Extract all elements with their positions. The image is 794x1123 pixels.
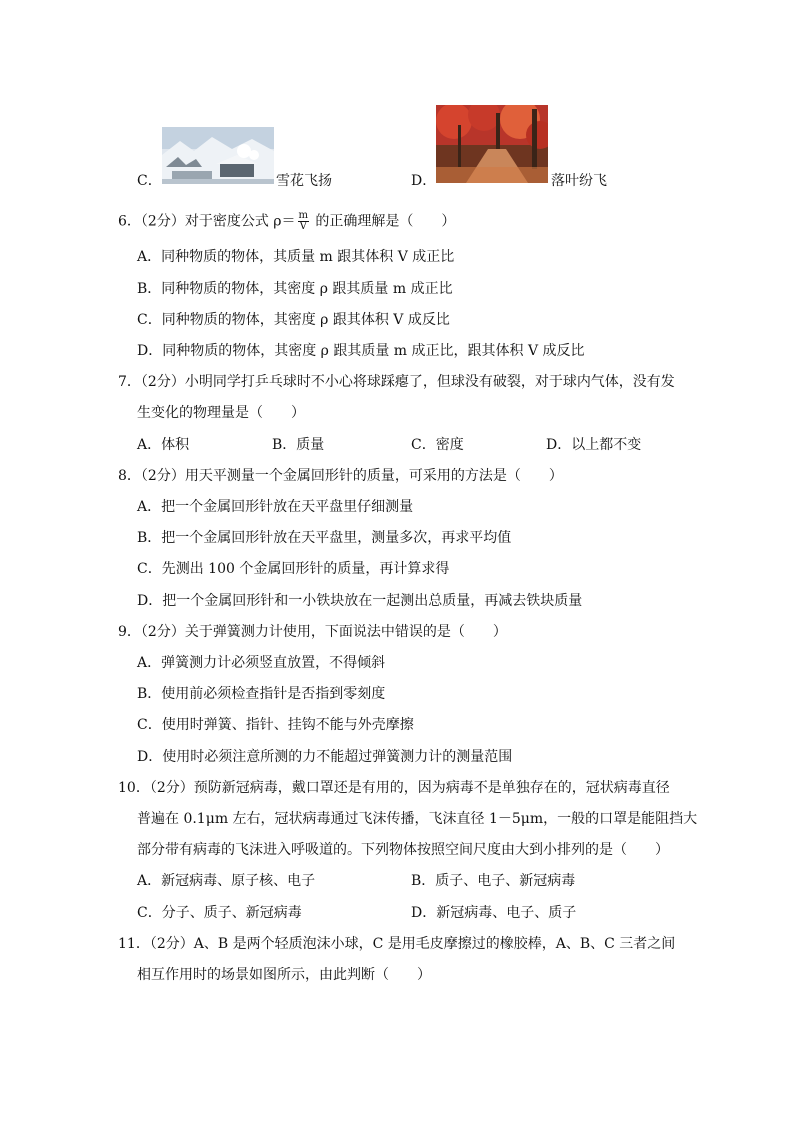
- q9-stem: 9．（2分）关于弹簧测力计使用，下面说法中错误的是（ ）: [118, 624, 507, 640]
- q5-option-d-letter: D．: [411, 173, 437, 189]
- q8-option-a: A．把一个金属回形针放在天平盘里仔细测量: [137, 499, 414, 515]
- q10-option-a: A．新冠病毒、原子核、电子: [137, 873, 316, 889]
- q6-option-b: B．同种物质的物体，其密度 ρ 跟其质量 m 成正比: [137, 281, 453, 297]
- q5-option-c-text: 雪花飞扬: [276, 173, 332, 189]
- q6-stem-before: 6．（2分）对于密度公式 ρ＝: [118, 213, 296, 230]
- density-fraction: [298, 211, 309, 232]
- q10-option-b: B．质子、电子、新冠病毒: [411, 873, 576, 889]
- q6-stem-after: 的正确理解是（ ）: [310, 213, 456, 230]
- q9-option-a: A．弹簧测力计必须竖直放置，不得倾斜: [137, 655, 386, 671]
- autumn-leaves-image: [436, 105, 548, 183]
- q7-option-b: B．质量: [272, 437, 325, 453]
- q6-stem: [118, 211, 455, 232]
- q7-option-c: C．密度: [411, 437, 464, 453]
- q8-option-d: D．把一个金属回形针和一小铁块放在一起测出总质量，再减去铁块质量: [137, 593, 583, 609]
- q7-stem-line2: 生变化的物理量是（ ）: [137, 405, 305, 421]
- q7-stem-line1: 7．（2分）小明同学打乒乓球时不小心将球踩瘪了，但球没有破裂，对于球内气体，没有发: [118, 374, 675, 390]
- q7-option-d: D．以上都不变: [546, 437, 642, 453]
- q5-option-c-letter: C．: [137, 173, 162, 189]
- fraction-denominator: V: [299, 221, 307, 232]
- q8-stem: 8．（2分）用天平测量一个金属回形针的质量，可采用的方法是（ ）: [118, 468, 563, 484]
- q6-option-d: D．同种物质的物体，其密度 ρ 跟其质量 m 成正比，跟其体积 V 成反比: [137, 343, 585, 359]
- q7-option-a: A．体积: [137, 437, 190, 453]
- q10-option-c: C．分子、质子、新冠病毒: [137, 905, 302, 921]
- q11-stem-line1: 11．（2分）A、B 是两个轻质泡沫小球，C 是用毛皮摩擦过的橡胶棒，A、B、C 三者之间: [118, 936, 676, 952]
- q6-option-a: A．同种物质的物体，其质量 m 跟其体积 V 成正比: [137, 249, 455, 265]
- fraction-numerator: m: [298, 210, 308, 221]
- q10-option-d: D．新冠病毒、电子、质子: [411, 905, 577, 921]
- q10-stem-line3: 部分带有病毒的飞沫进入呼吸道的。下列物体按照空间尺度由大到小排列的是（ ）: [137, 842, 669, 858]
- snow-scene-image: [162, 127, 274, 184]
- q9-option-c: C．使用时弹簧、指针、挂钩不能与外壳摩擦: [137, 717, 414, 733]
- q8-option-b: B．把一个金属回形针放在天平盘里，测量多次，再求平均值: [137, 530, 512, 546]
- q5-option-d-text: 落叶纷飞: [551, 173, 607, 189]
- q8-option-c: C．先测出 100 个金属回形针的质量，再计算求得: [137, 561, 450, 577]
- q11-stem-line2: 相互作用时的场景如图所示，由此判断（ ）: [137, 967, 431, 983]
- q10-stem-line2: 普遍在 0.1μm 左右，冠状病毒通过飞沫传播，飞沫直径 1－5μm，一般的口罩是能阻挡大: [137, 811, 698, 827]
- q6-option-c: C．同种物质的物体，其密度 ρ 跟其体积 V 成反比: [137, 312, 450, 328]
- q9-option-d: D．使用时必须注意所测的力不能超过弹簧测力计的测量范围: [137, 749, 513, 765]
- q10-stem-line1: 10．（2分）预防新冠病毒，戴口罩还是有用的，因为病毒不是单独存在的，冠状病毒直径: [118, 780, 670, 796]
- q9-option-b: B．使用前必须检查指针是否指到零刻度: [137, 686, 386, 702]
